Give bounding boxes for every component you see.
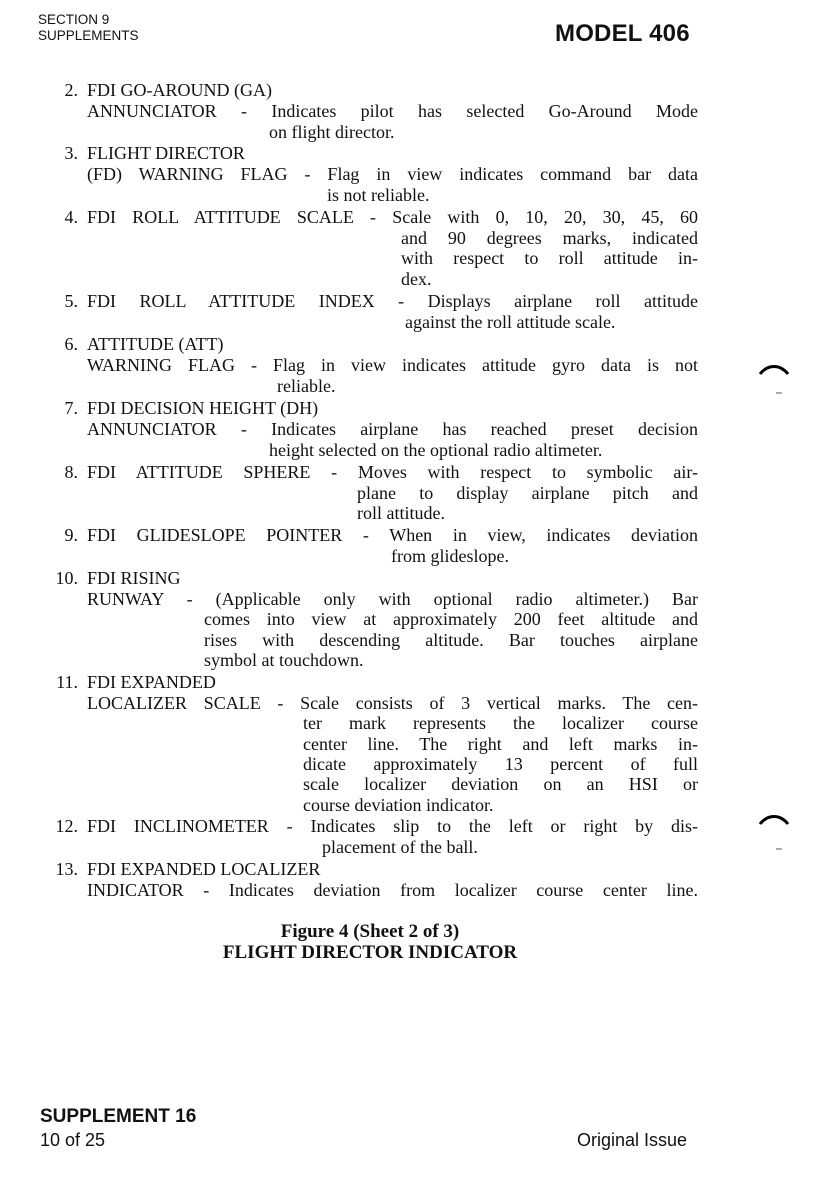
item-number: 8. — [64, 462, 78, 482]
model-title: MODEL 406 — [555, 20, 690, 47]
item-description: dex. — [401, 269, 432, 289]
list-item — [0, 207, 834, 291]
item-label: FDI EXPANDED LOCALIZER — [87, 859, 321, 879]
page-number: 10 of 25 — [40, 1130, 106, 1150]
item-number: 5. — [64, 291, 78, 311]
item-label: FDI ROLL ATTITUDE INDEX - Displays airplane roll attitude — [87, 291, 698, 311]
list-item — [0, 143, 834, 207]
item-number: 9. — [64, 525, 78, 545]
item-description: ter mark represents the localizer course — [303, 713, 698, 733]
section-label: SECTION 9 — [38, 12, 110, 27]
figure-title: FLIGHT DIRECTOR INDICATOR — [222, 942, 518, 963]
item-description: comes into view at approximately 200 feet altitude and — [204, 609, 698, 629]
item-number: 13. — [55, 859, 78, 879]
item-label: ANNUNCIATOR - Indicates pilot has selected Go-Around Mode — [87, 101, 698, 121]
list-item — [0, 816, 834, 859]
list-item — [0, 525, 834, 568]
item-description: with respect to roll attitude in- — [401, 248, 698, 268]
list-item — [0, 334, 834, 398]
revision-mark-icon — [758, 810, 792, 850]
item-description: on flight director. — [269, 122, 395, 142]
issue-label: Original Issue — [577, 1130, 688, 1150]
item-number: 11. — [56, 672, 78, 692]
item-label: FDI ROLL ATTITUDE SCALE - Scale with 0, 10, 20, 30, 45, 60 — [87, 207, 698, 227]
section-header — [38, 12, 139, 44]
item-label: ANNUNCIATOR - Indicates airplane has reached preset decision — [87, 419, 698, 439]
figure-caption — [0, 921, 740, 963]
item-description: height selected on the optional radio altimeter. — [269, 440, 603, 460]
item-number: 2. — [64, 80, 78, 100]
item-label: INDICATOR - Indicates deviation from localizer course center line. — [87, 880, 698, 900]
item-description: plane to display airplane pitch and — [357, 483, 698, 503]
item-label: FDI EXPANDED — [87, 672, 216, 692]
supplement-label: SUPPLEMENT 16 — [40, 1106, 197, 1127]
item-description: is not reliable. — [327, 185, 430, 205]
item-label: ATTITUDE (ATT) — [87, 334, 224, 354]
item-label: FDI GLIDESLOPE POINTER - When in view, indicates deviation — [87, 525, 698, 545]
item-description: dicate approximately 13 percent of full — [303, 754, 698, 774]
legend-list — [0, 80, 834, 902]
item-description: reliable. — [277, 376, 336, 396]
item-label: FDI GO-AROUND (GA) — [87, 80, 272, 100]
item-description: rises with descending altitude. Bar touches airplane — [204, 630, 698, 650]
supplements-label: SUPPLEMENTS — [38, 28, 139, 43]
item-label: FDI ATTITUDE SPHERE - Moves with respect to symbolic air- — [87, 462, 698, 482]
item-label: RUNWAY - (Applicable only with optional radio altimeter.) Bar — [87, 589, 698, 609]
item-description: against the roll attitude scale. — [405, 312, 616, 332]
item-number: 10. — [55, 568, 78, 588]
item-description: symbol at touchdown. — [204, 650, 364, 670]
item-number: 6. — [64, 334, 78, 354]
item-number: 7. — [64, 398, 78, 418]
list-item — [0, 672, 834, 816]
list-item — [0, 291, 834, 334]
item-description: scale localizer deviation on an HSI or — [303, 774, 698, 794]
item-number: 3. — [64, 143, 78, 163]
list-item — [0, 80, 834, 143]
item-description: from glideslope. — [391, 546, 509, 566]
revision-mark-icon — [758, 360, 792, 400]
item-label: WARNING FLAG - Flag in view indicates attitude gyro data is not — [87, 355, 698, 375]
item-label: LOCALIZER SCALE - Scale consists of 3 vertical marks. The cen- — [87, 693, 698, 713]
item-description: roll attitude. — [357, 503, 445, 523]
item-label: FDI RISING — [87, 568, 181, 588]
list-item — [0, 462, 834, 525]
list-item — [0, 568, 834, 672]
item-number: 12. — [55, 816, 78, 836]
item-label: FDI INCLINOMETER - Indicates slip to the left or right by dis- — [87, 816, 698, 836]
item-number: 4. — [64, 207, 78, 227]
item-label: (FD) WARNING FLAG - Flag in view indicates command bar data — [87, 164, 698, 184]
figure-number: Figure 4 (Sheet 2 of 3) — [280, 921, 460, 942]
item-description: and 90 degrees marks, indicated — [401, 228, 698, 248]
item-label: FLIGHT DIRECTOR — [87, 143, 245, 163]
list-item — [0, 859, 834, 902]
list-item — [0, 398, 834, 462]
item-description: placement of the ball. — [322, 837, 478, 857]
item-label: FDI DECISION HEIGHT (DH) — [87, 398, 319, 418]
item-description: course deviation indicator. — [303, 795, 494, 815]
item-description: center line. The right and left marks in- — [303, 734, 698, 754]
